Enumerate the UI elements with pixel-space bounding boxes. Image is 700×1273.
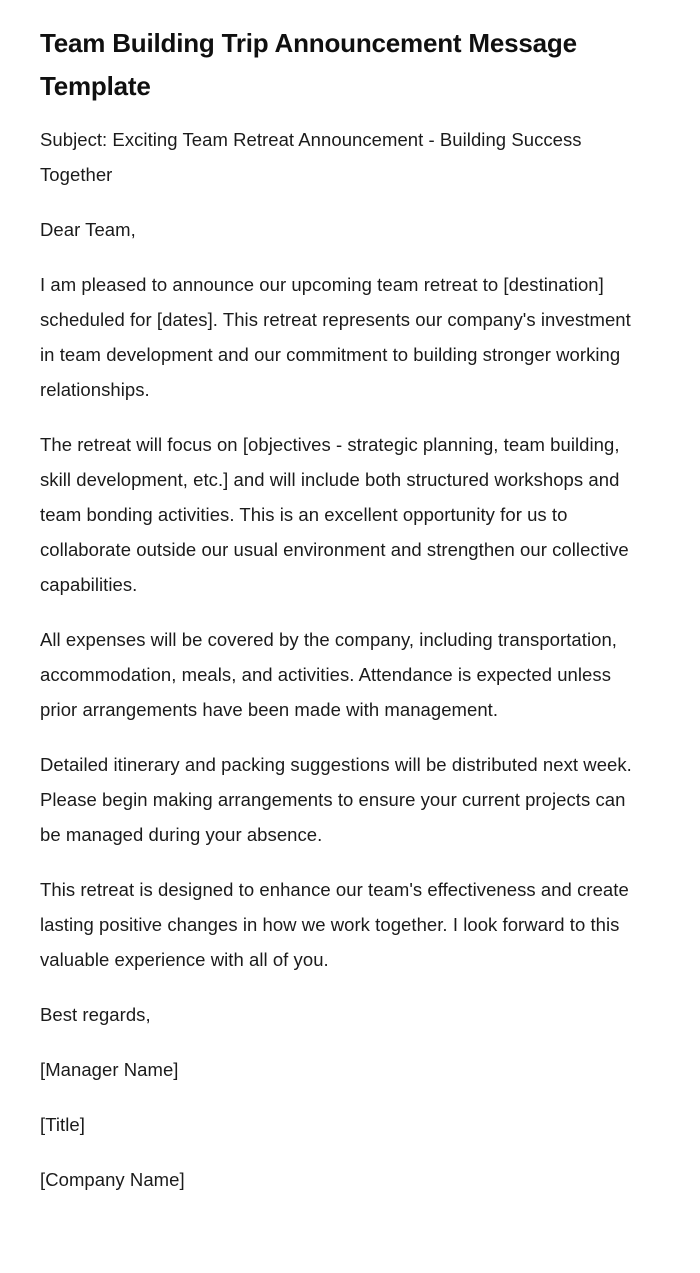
signature-title: [Title] [40,1114,85,1135]
body-paragraph-4: Detailed itinerary and packing suggestions will be distributed next week. Please begin making arrangements to ensure your current projects can be managed during your absence. [40,754,632,845]
body-paragraph-3: All expenses will be covered by the company, including transportation, accommodation, meals, and activities. Attendance is expected unless prior arrangements have been made with management. [40,629,617,720]
body-paragraph-5: This retreat is designed to enhance our team's effectiveness and create lasting positive changes in how we work together. I look forward to this valuable experience with all of you. [40,879,629,970]
body-paragraph-2: The retreat will focus on [objectives - strategic planning, team building, skill development, etc.] and will include both structured workshops and team bonding activities. This is an excellent opportunity for us to collaborate outside our usual environment and strengthen our collective capabilities. [40,434,629,595]
subject-line: Subject: Exciting Team Retreat Announcement - Building Success Together [40,129,582,185]
salutation: Dear Team, [40,219,136,240]
signature-manager-name: [Manager Name] [40,1059,179,1080]
body-paragraph-1: I am pleased to announce our upcoming team retreat to [destination] scheduled for [dates]. This retreat represents our company's investment in team development and our commitment to building stronger working relationships. [40,274,631,400]
signature-company-name: [Company Name] [40,1169,185,1190]
page-title: Team Building Trip Announcement Message Template [40,28,577,101]
closing-line: Best regards, [40,1004,151,1025]
